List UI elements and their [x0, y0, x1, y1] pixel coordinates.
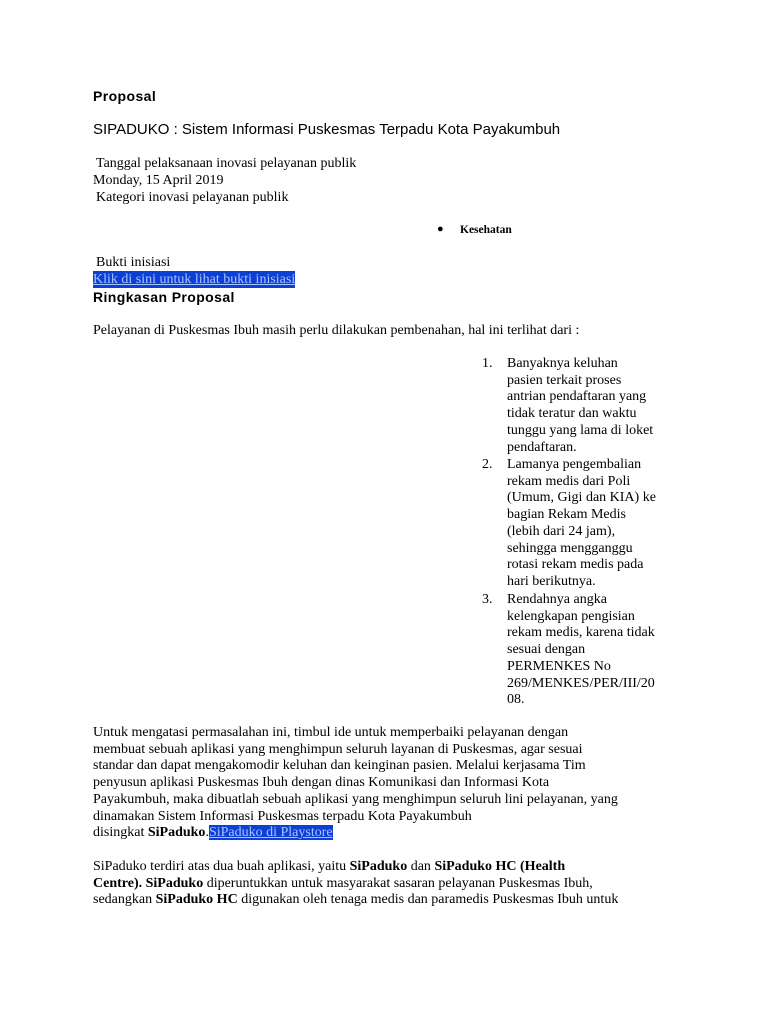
solution-paragraph	[93, 725, 618, 842]
doc-title: Proposal	[93, 88, 157, 104]
text-span: diperuntukkan untuk masyarakat sasaran pelayanan Puskesmas Ibuh,	[203, 875, 593, 891]
category-value: Kesehatan	[460, 224, 512, 236]
paragraph-line: Payakumbuh, maka dibuatlah sebuah aplikasi yang menghimpun seluruh lini pelayanan, yang	[93, 791, 618, 807]
bold-span: Centre). SiPaduko	[93, 875, 204, 891]
list-line: (lebih dari 24 jam),	[507, 523, 616, 539]
list-line: pasien terkait proses	[507, 372, 622, 388]
bold-span: SiPaduko	[349, 859, 408, 874]
list-line: antrian pendaftaran yang	[507, 389, 647, 405]
list-line: tunggu yang lama di loket	[507, 422, 654, 438]
list-number: 3.	[482, 592, 493, 607]
paragraph-line: penyusun aplikasi Puskesmas Ibuh dengan dinas Komunikasi dan Informasi Kota	[93, 775, 550, 791]
list-line: 269/MENKES/PER/III/20	[507, 675, 655, 691]
list-line: rotasi rekam medis pada	[507, 557, 644, 573]
problem-item-2	[482, 457, 678, 592]
paragraph-line: Untuk mengatasi permasalahan ini, timbul ide untuk memperbaiki pelayanan dengan	[93, 725, 569, 740]
list-line: bagian Rekam Medis	[507, 507, 626, 523]
summary-heading: Ringkasan Proposal	[93, 289, 235, 305]
paragraph-line	[93, 892, 618, 909]
list-line: rekam medis, karena tidak	[507, 625, 655, 641]
text-span: SiPaduko terdiri atas dua buah aplikasi, yaitu	[93, 859, 350, 874]
list-number: 1.	[482, 356, 493, 371]
paragraph-line: standar dan dapat mengakomodir keluhan dan keinginan pasien. Melalui kerjasama Tim	[93, 758, 586, 774]
text-span: digunakan oleh tenaga medis dan paramedis Puskesmas Ibuh untuk	[237, 892, 619, 908]
list-line: pendaftaran.	[507, 439, 577, 455]
bold-span: SiPaduko HC (Health	[434, 859, 566, 874]
list-line: 08.	[507, 692, 525, 708]
abbrev-prefix: disingkat	[93, 825, 148, 841]
list-line: PERMENKES No	[507, 658, 611, 674]
initiation-label: Bukti inisiasi	[96, 255, 171, 270]
list-line: Rendahnya angka	[507, 592, 607, 607]
list-line: kelengkapan pengisian	[507, 608, 635, 624]
paragraph-line: dinamakan Sistem Informasi Puskesmas terpadu Kota Payakumbuh	[93, 808, 472, 824]
bold-span: SiPaduko HC	[155, 892, 238, 908]
abbrev-name: SiPaduko	[147, 825, 206, 841]
abbrev-line	[93, 825, 618, 842]
list-line: rekam medis dari Poli	[507, 473, 631, 489]
list-line: Lamanya pengembalian	[507, 457, 642, 472]
paragraph-line	[93, 859, 618, 876]
list-line: sehingga mengganggu	[507, 540, 633, 556]
paragraph-line	[93, 876, 618, 893]
category-label: Kategori inovasi pelayanan publik	[96, 190, 289, 205]
description-paragraph	[93, 859, 618, 909]
list-line: tidak teratur dan waktu	[507, 406, 637, 422]
problem-item-3	[482, 592, 678, 710]
intro-paragraph: Pelayanan di Puskesmas Ibuh masih perlu dilakukan pembenahan, hal ini terlihat dari :	[93, 323, 580, 338]
abbrev-dot: .	[205, 825, 209, 841]
list-line: Banyaknya keluhan	[507, 356, 618, 371]
playstore-link[interactable]: SiPaduko di Playstore	[208, 825, 333, 841]
paragraph-line: membuat sebuah aplikasi yang menghimpun seluruh layanan di Puskesmas, agar sesuai	[93, 741, 583, 757]
list-line: (Umum, Gigi dan KIA) ke	[507, 490, 656, 506]
list-line: hari berikutnya.	[507, 573, 596, 589]
text-span: sedangkan	[93, 892, 156, 908]
date-value: Monday, 15 April 2019	[93, 173, 224, 188]
doc-subtitle: SIPADUKO : Sistem Informasi Puskesmas Terpadu Kota Payakumbuh	[93, 121, 561, 138]
list-number: 2.	[482, 457, 493, 472]
problem-item-1	[482, 356, 678, 458]
initiation-link[interactable]: Klik di sini untuk lihat bukti inisiasi	[93, 272, 296, 287]
list-line: sesuai dengan	[507, 642, 586, 658]
text-span: dan	[407, 859, 435, 874]
date-label: Tanggal pelaksanaan inovasi pelayanan publik	[96, 156, 357, 171]
bullet-dot-icon: ●	[437, 223, 444, 235]
